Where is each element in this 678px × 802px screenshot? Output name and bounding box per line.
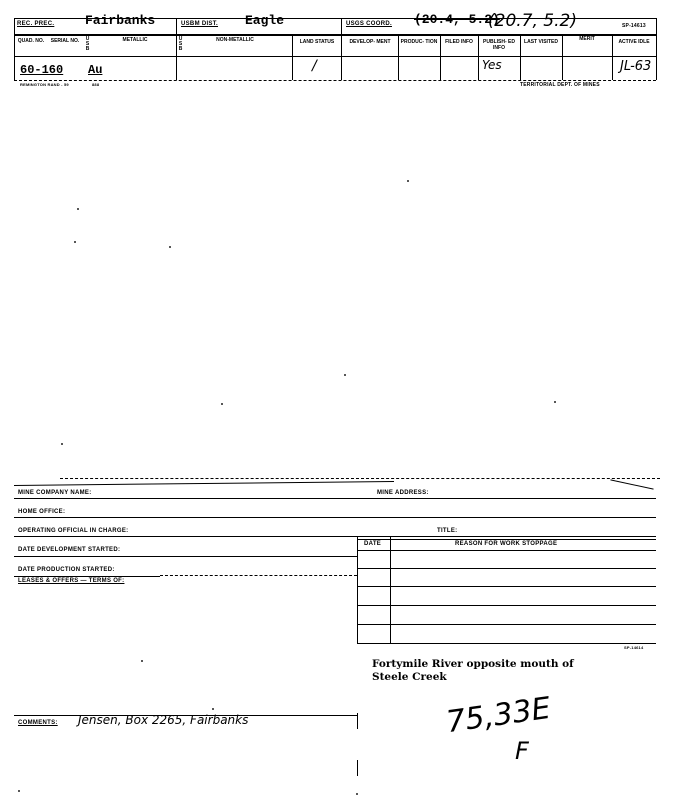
divider — [398, 34, 399, 80]
col-nonmetallic: NON-METALLIC — [216, 37, 254, 43]
divider — [390, 536, 391, 644]
rule — [14, 556, 357, 557]
rule — [357, 624, 656, 625]
printer-label: REMINGTON RAND - 59 — [20, 82, 69, 87]
usbm-dist-label: USBM DIST. — [181, 21, 219, 27]
rec-prec-value: Fairbanks — [85, 13, 156, 28]
rule — [160, 575, 357, 576]
date-development-label: DATE DEVELOPMENT STARTED: — [18, 547, 121, 553]
leases-label: LEASES & OFFERS — TERMS OF: — [18, 578, 125, 584]
speck — [169, 246, 171, 248]
location-line-2: Steele Creek — [372, 671, 447, 683]
date-production-label: DATE PRODUCTION STARTED: — [18, 567, 115, 573]
rule — [14, 536, 656, 537]
speck — [77, 208, 79, 210]
divider — [656, 18, 657, 80]
divider — [562, 34, 563, 80]
data-row-rule — [14, 80, 656, 81]
divider — [341, 18, 342, 80]
rule — [357, 539, 656, 540]
divider — [612, 34, 613, 80]
mine-company-name-label: MINE COMPANY NAME: — [18, 490, 92, 496]
rec-prec-label: REC. PREC. — [17, 21, 55, 27]
rule — [357, 568, 656, 569]
form-number-bottom: SP-14614 — [624, 645, 644, 650]
speck — [407, 180, 409, 182]
rule — [357, 605, 656, 606]
rule — [357, 550, 656, 551]
rule — [14, 517, 656, 518]
col-serial: SERIAL NO. — [50, 38, 80, 44]
col-last-visited: LAST VISITED — [524, 39, 558, 45]
speck — [212, 708, 214, 710]
col-land-status: LAND STATUS — [299, 39, 335, 45]
speck — [141, 660, 143, 662]
header-bottom-rule — [14, 56, 656, 57]
divider — [292, 34, 293, 80]
stoppage-reason-header: REASON FOR WORK STOPPAGE — [455, 541, 558, 547]
value-land-status: / — [312, 58, 317, 74]
value-published-info: Yes — [482, 58, 502, 72]
rule — [357, 586, 656, 587]
title-label: TITLE: — [437, 528, 458, 534]
header-row-rule — [14, 34, 656, 36]
value-metallic: Au — [88, 63, 103, 77]
usbm-dist-value: Eagle — [245, 13, 285, 28]
speck — [221, 403, 223, 405]
speck — [61, 443, 63, 445]
col-production: PRODUC- TION — [400, 39, 438, 45]
printer-code: 888 — [92, 82, 100, 87]
comments-value: Jensen, Box 2265, Fairbanks — [78, 713, 249, 727]
speck — [344, 374, 346, 376]
col-usbm-nonmetallic: U S B — [178, 36, 183, 52]
location-line-1: Fortymile River opposite mouth of — [372, 658, 574, 670]
col-development: DEVELOP- MENT — [349, 39, 391, 45]
speck — [74, 241, 76, 243]
divider — [176, 18, 177, 80]
col-usbm-metallic: U S B — [85, 36, 90, 52]
col-quad: QUAD. NO. — [17, 38, 45, 44]
divider — [478, 34, 479, 80]
rule — [14, 498, 656, 499]
divider — [357, 760, 358, 776]
value-active-idle: JL-63 — [620, 59, 652, 74]
divider — [520, 34, 521, 80]
rule — [14, 576, 160, 577]
value-quad-serial: 60-160 — [20, 63, 64, 77]
usgs-coord-value: (20.7, 5.2) — [488, 11, 577, 31]
operating-official-label: OPERATING OFFICIAL IN CHARGE: — [18, 528, 129, 534]
col-metallic: METALLIC — [122, 37, 148, 43]
speck — [554, 401, 556, 403]
handwritten-mark: F — [515, 737, 529, 765]
usgs-coord-struck: (20.4, 5.2) — [414, 12, 500, 27]
home-office-label: HOME OFFICE: — [18, 509, 66, 515]
usgs-coord-label: USGS COORD. — [346, 21, 392, 27]
col-filed-info: FILED INFO — [445, 39, 473, 45]
stoppage-date-header: DATE — [364, 541, 382, 547]
speck — [356, 793, 358, 795]
speck — [18, 790, 20, 792]
form-number-top: SP-14613 — [622, 23, 646, 29]
rule — [610, 479, 653, 489]
comments-label: COMMENTS: — [18, 720, 58, 726]
form-top-rule — [14, 481, 394, 486]
handwritten-coordinates: 75,33E — [444, 690, 553, 741]
agency-label: TERRITORIAL DEPT. OF MINES — [520, 82, 600, 88]
divider — [14, 18, 15, 80]
col-merit: MERIT — [579, 36, 595, 42]
divider — [357, 713, 358, 729]
divider — [357, 536, 358, 644]
tear-line — [60, 478, 660, 479]
col-active-idle: ACTIVE IDLE — [618, 39, 650, 45]
col-published-info: PUBLISH- ED INFO — [483, 39, 515, 51]
divider — [440, 34, 441, 80]
rule — [357, 643, 656, 644]
mine-address-label: MINE ADDRESS: — [377, 490, 429, 496]
